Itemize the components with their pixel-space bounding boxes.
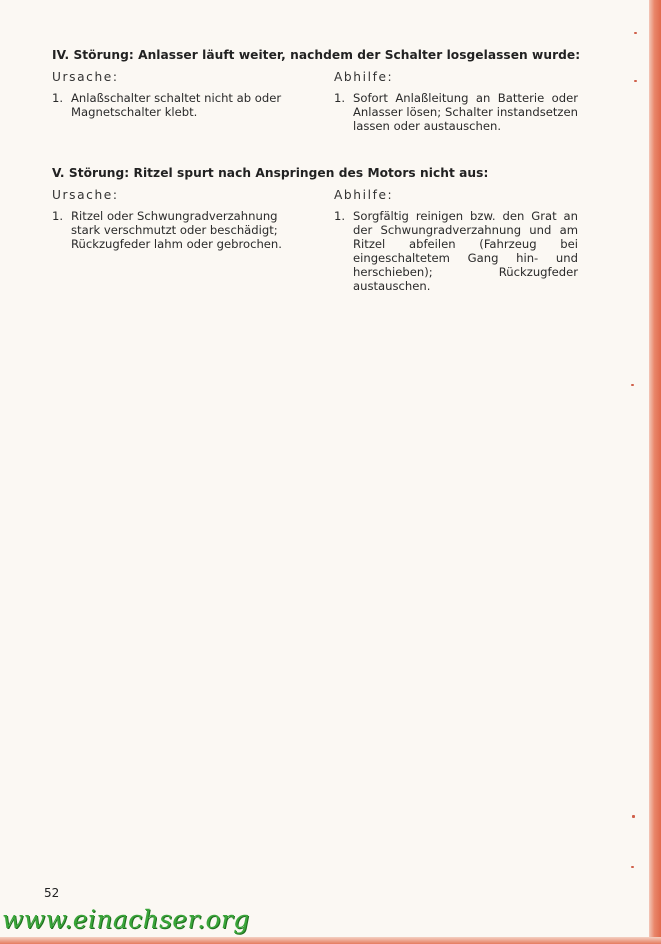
- remedy-item: [334, 91, 578, 133]
- item-text: Ritzel oder Schwungradverzahnung stark verschmutzt oder beschädigt; Rückzugfeder lahm oder gebrochen.: [71, 209, 282, 251]
- item-text: Anlaßschalter schaltet nicht ab oder Magnetschalter klebt.: [71, 91, 282, 119]
- speck: [634, 80, 637, 82]
- cause-label: Ursache:: [52, 70, 119, 84]
- remedy-column: [334, 188, 578, 293]
- section-heading: V. Störung: Ritzel spurt nach Anspringen des Motors nicht aus:: [52, 166, 489, 180]
- section-iv: [52, 48, 592, 133]
- item-number: 1.: [52, 91, 64, 105]
- cause-item: [52, 209, 302, 251]
- cause-column: [52, 188, 302, 251]
- section-heading: IV. Störung: Anlasser läuft weiter, nachdem der Schalter losgelassen wurde:: [52, 48, 581, 62]
- speck: [631, 384, 634, 386]
- remedy-label: Abhilfe:: [334, 70, 394, 84]
- speck: [634, 32, 637, 34]
- item-number: 1.: [52, 209, 64, 223]
- remedy-item: [334, 209, 578, 293]
- watermark-url[interactable]: www.einachser.org: [2, 905, 250, 934]
- item-number: 1.: [334, 209, 346, 223]
- item-text: Sorgfältig reinigen bzw. den Grat an der Schwungradverzahnung und am Ritzel abfeilen (Fahrzeug bei eingeschaltetem Gang hin- und herschieben); Rückzugfeder austauschen.: [353, 209, 578, 293]
- section-v: [52, 166, 592, 293]
- cause-label: Ursache:: [52, 188, 119, 202]
- page-edge: [649, 0, 661, 944]
- page-bottom-edge: [0, 937, 661, 944]
- item-text: Sofort Anlaßleitung an Batterie oder Anlasser lösen; Schalter instandsetzen lassen oder austauschen.: [353, 91, 578, 133]
- speck: [632, 815, 635, 818]
- cause-column: [52, 70, 302, 119]
- cause-item: [52, 91, 302, 119]
- remedy-label: Abhilfe:: [334, 188, 394, 202]
- page-number: 52: [44, 886, 60, 900]
- speck: [631, 866, 634, 868]
- remedy-column: [334, 70, 578, 133]
- item-number: 1.: [334, 91, 346, 105]
